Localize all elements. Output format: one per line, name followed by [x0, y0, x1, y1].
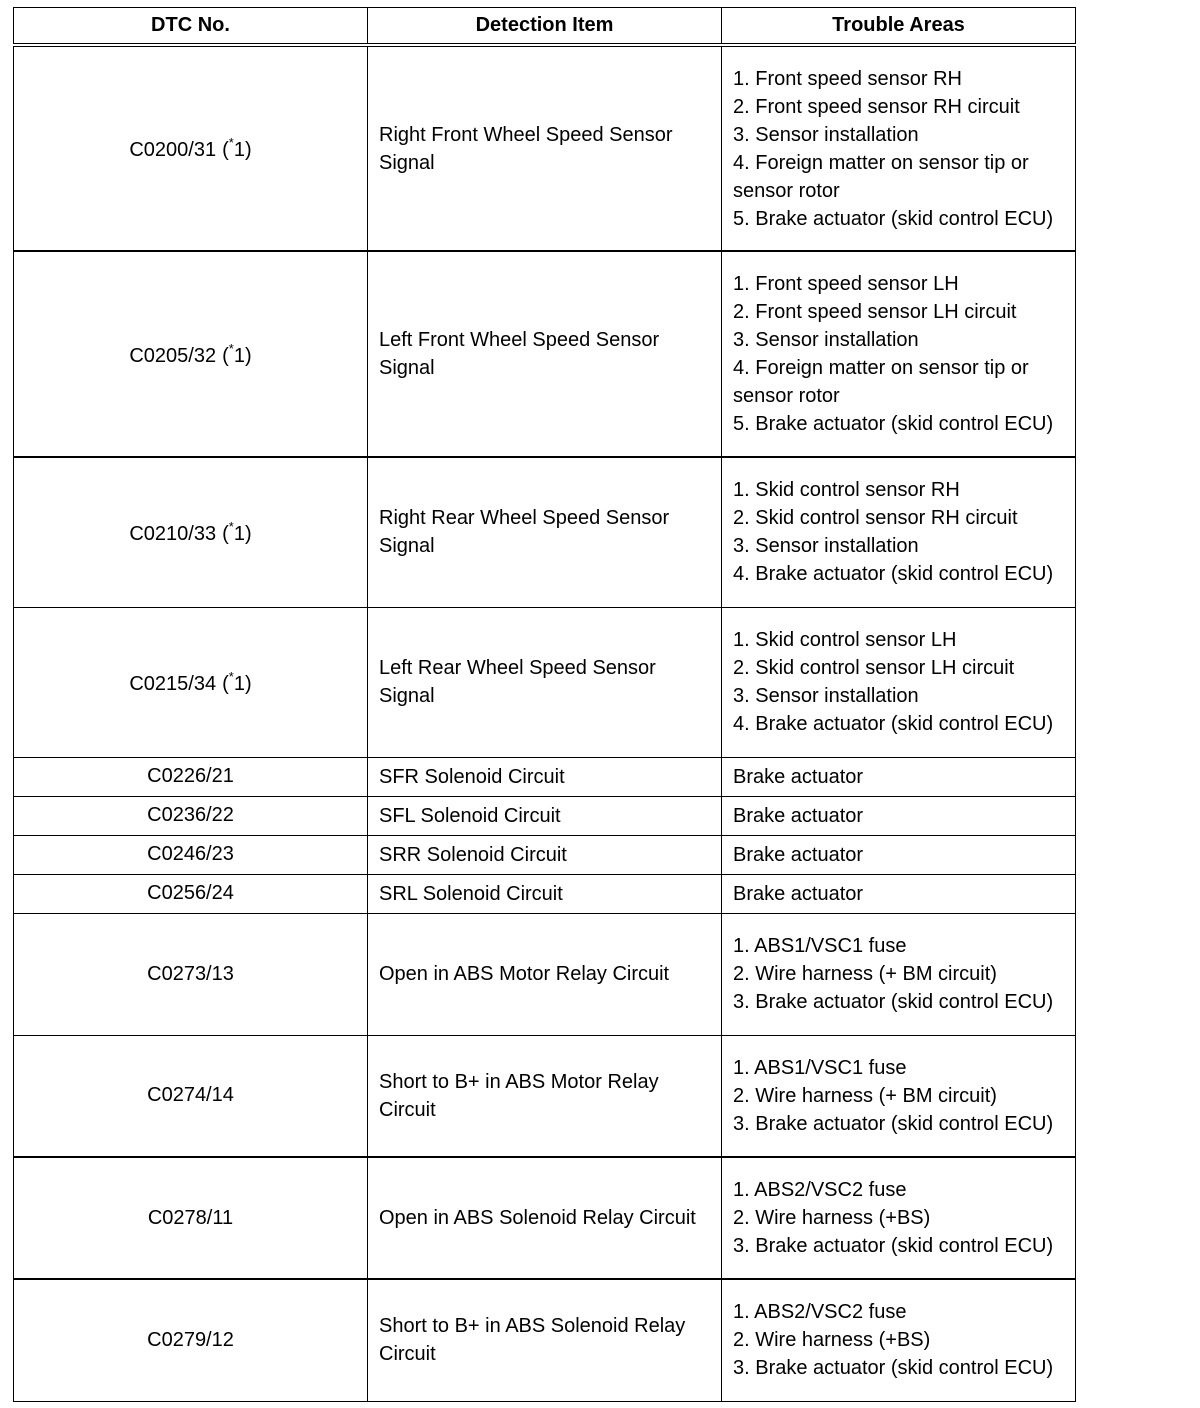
- footnote-number: 1): [233, 672, 252, 695]
- footnote-ref: [216, 518, 252, 545]
- detection-item: Short to B+ in ABS Solenoid Relay Circuit: [368, 1279, 722, 1401]
- table-row: [14, 757, 1076, 796]
- trouble-area-item: 4. Foreign matter on sensor tip or sensor rotor: [733, 151, 1029, 202]
- trouble-area-item: Brake actuator: [733, 843, 864, 866]
- trouble-areas: [722, 757, 1076, 796]
- footnote-asterisk: *: [228, 668, 234, 684]
- trouble-areas: [722, 607, 1076, 757]
- dtc-code-cell: [14, 251, 368, 457]
- header-detection-item: Detection Item: [368, 8, 722, 46]
- dtc-code: C0210/33: [129, 522, 217, 545]
- dtc-code-cell: [14, 835, 368, 874]
- trouble-area-item: 3. Brake actuator (skid control ECU): [733, 1235, 1054, 1257]
- dtc-code-cell: [14, 796, 368, 835]
- dtc-code: C0274/14: [147, 1084, 234, 1107]
- table-row: [14, 874, 1076, 913]
- table-row: [14, 457, 1076, 607]
- dtc-code-cell: [14, 757, 368, 796]
- trouble-areas: [722, 1279, 1076, 1401]
- dtc-code-cell: [14, 1279, 368, 1401]
- footnote-open-paren: (: [222, 344, 229, 367]
- dtc-code-cell: [14, 457, 368, 607]
- table-row: [14, 251, 1076, 457]
- dtc-code-cell: [14, 45, 368, 251]
- detection-item: Open in ABS Motor Relay Circuit: [368, 913, 722, 1035]
- dtc-table: [13, 7, 1076, 1402]
- table-body: [14, 45, 1076, 1401]
- detection-item: Open in ABS Solenoid Relay Circuit: [368, 1157, 722, 1279]
- trouble-areas: [722, 251, 1076, 457]
- footnote-number: 1): [233, 344, 252, 367]
- dtc-code: C0215/34: [129, 672, 217, 695]
- trouble-area-item: 2. Front speed sensor LH circuit: [733, 301, 1017, 323]
- trouble-areas: [722, 1035, 1076, 1157]
- trouble-area-item: 2. Wire harness (+BS): [733, 1207, 931, 1229]
- dtc-code-cell: [14, 1157, 368, 1279]
- footnote-ref: [216, 668, 252, 695]
- trouble-area-item: Brake actuator: [733, 804, 864, 827]
- trouble-area-item: 3. Brake actuator (skid control ECU): [733, 1357, 1054, 1380]
- dtc-code: C0279/12: [147, 1328, 234, 1351]
- footnote-open-paren: (: [222, 522, 229, 545]
- trouble-area-item: 3. Sensor installation: [733, 329, 919, 351]
- table-row: [14, 45, 1076, 251]
- detection-item: SFL Solenoid Circuit: [368, 796, 722, 835]
- trouble-area-item: 2. Wire harness (+ BM circuit): [733, 963, 997, 985]
- dtc-code: C0278/11: [147, 1206, 234, 1229]
- footnote-number: 1): [233, 139, 252, 161]
- trouble-area-item: 1. ABS2/VSC2 fuse: [733, 1179, 907, 1201]
- trouble-area-item: 3. Sensor installation: [733, 123, 919, 146]
- trouble-areas: [722, 457, 1076, 607]
- trouble-areas: [722, 45, 1076, 251]
- footnote-asterisk: *: [228, 340, 234, 356]
- detection-item: SFR Solenoid Circuit: [368, 757, 722, 796]
- trouble-area-item: 5. Brake actuator (skid control ECU): [733, 207, 1054, 230]
- trouble-areas: [722, 835, 1076, 874]
- dtc-code: C0246/23: [147, 843, 234, 865]
- detection-item: SRL Solenoid Circuit: [368, 874, 722, 913]
- trouble-areas: [722, 874, 1076, 913]
- trouble-area-item: 4. Brake actuator (skid control ECU): [733, 563, 1054, 586]
- trouble-area-item: 2. Skid control sensor LH circuit: [733, 657, 1015, 679]
- trouble-area-item: 3. Sensor installation: [733, 685, 919, 707]
- dtc-code-cell: [14, 607, 368, 757]
- trouble-area-item: 3. Brake actuator (skid control ECU): [733, 1112, 1054, 1135]
- trouble-area-item: 2. Wire harness (+ BM circuit): [733, 1084, 997, 1107]
- table-row: [14, 607, 1076, 757]
- trouble-area-item: 1. ABS1/VSC1 fuse: [733, 1056, 907, 1079]
- trouble-area-item: 3. Sensor installation: [733, 535, 919, 558]
- detection-item: Right Front Wheel Speed Sensor Signal: [368, 45, 722, 251]
- trouble-area-item: 3. Brake actuator (skid control ECU): [733, 991, 1054, 1013]
- trouble-area-item: 2. Front speed sensor RH circuit: [733, 95, 1020, 118]
- trouble-area-item: 1. Front speed sensor LH: [733, 273, 959, 295]
- trouble-area-item: 4. Brake actuator (skid control ECU): [733, 713, 1054, 735]
- footnote-open-paren: (: [222, 672, 229, 695]
- trouble-area-item: Brake actuator: [733, 765, 864, 788]
- dtc-code-cell: [14, 913, 368, 1035]
- footnote-ref: [216, 340, 252, 367]
- trouble-areas: [722, 1157, 1076, 1279]
- trouble-area-item: 5. Brake actuator (skid control ECU): [733, 413, 1054, 435]
- dtc-code-cell: [14, 874, 368, 913]
- table-row: [14, 1279, 1076, 1401]
- footnote-asterisk: *: [228, 518, 234, 534]
- dtc-code: C0256/24: [147, 882, 234, 904]
- table-row: [14, 796, 1076, 835]
- header-dtc-no: DTC No.: [14, 8, 368, 46]
- dtc-code: C0200/31: [129, 139, 217, 161]
- detection-item: Short to B+ in ABS Motor Relay Circuit: [368, 1035, 722, 1157]
- trouble-area-item: Brake actuator: [733, 882, 864, 905]
- trouble-area-item: 1. ABS1/VSC1 fuse: [733, 935, 907, 957]
- footnote-number: 1): [233, 522, 252, 545]
- detection-item: Right Rear Wheel Speed Sensor Signal: [368, 457, 722, 607]
- header-row: [14, 8, 1076, 46]
- trouble-area-item: 1. Skid control sensor RH: [733, 479, 960, 502]
- footnote-ref: [216, 135, 252, 161]
- trouble-area-item: 2. Wire harness (+BS): [733, 1329, 931, 1352]
- footnote-open-paren: (: [222, 139, 229, 161]
- dtc-code: C0273/13: [147, 962, 234, 985]
- dtc-code-cell: [14, 1035, 368, 1157]
- trouble-areas: [722, 913, 1076, 1035]
- dtc-code: C0226/21: [147, 765, 234, 787]
- table-row: [14, 835, 1076, 874]
- trouble-area-item: 2. Skid control sensor RH circuit: [733, 507, 1018, 530]
- dtc-code: C0205/32: [129, 344, 217, 367]
- table-row: [14, 1035, 1076, 1157]
- trouble-area-item: 4. Foreign matter on sensor tip or sensor rotor: [733, 357, 1029, 407]
- detection-item: Left Rear Wheel Speed Sensor Signal: [368, 607, 722, 757]
- detection-item: Left Front Wheel Speed Sensor Signal: [368, 251, 722, 457]
- table-row: [14, 1157, 1076, 1279]
- dtc-code: C0236/22: [147, 804, 234, 826]
- trouble-area-item: 1. Skid control sensor LH: [733, 629, 957, 651]
- trouble-area-item: 1. ABS2/VSC2 fuse: [733, 1301, 907, 1324]
- trouble-areas: [722, 796, 1076, 835]
- header-trouble-areas: Trouble Areas: [722, 8, 1076, 46]
- trouble-area-item: 1. Front speed sensor RH: [733, 67, 962, 90]
- table-row: [14, 913, 1076, 1035]
- footnote-asterisk: *: [228, 135, 234, 150]
- detection-item: SRR Solenoid Circuit: [368, 835, 722, 874]
